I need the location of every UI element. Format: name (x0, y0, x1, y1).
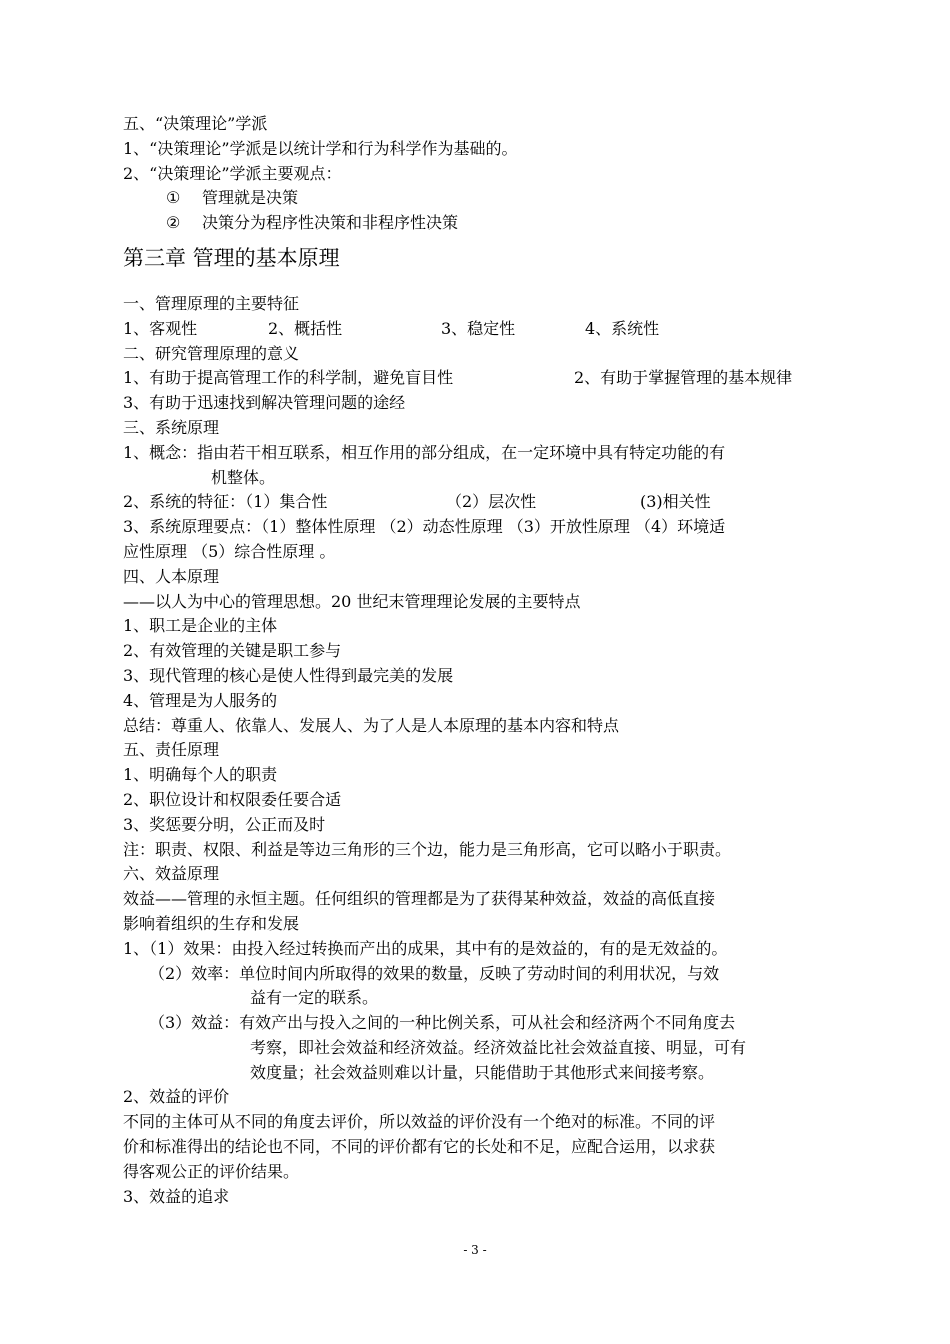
page-number: - 3 - (463, 1243, 487, 1257)
page-body (123, 112, 843, 1209)
text-line: 价和标准得出的结论也不同，不同的评价都有它的长处和不足，应配合运用，以求获 (123, 1137, 716, 1157)
text-line: 总结：尊重人、依靠人、发展人、为了人是人本原理的基本内容和特点 (123, 715, 620, 735)
text-line: 2、职位设计和权限委任要合适 (123, 789, 342, 809)
text-line: 3、有助于迅速找到解决管理问题的途经 (123, 393, 406, 413)
text-line: 1、概念：指由若干相互联系，相互作用的部分组成，在一定环境中具有特定功能的有 (123, 442, 726, 462)
text-item: 2、概括性 (268, 318, 343, 338)
section-heading: 二、研究管理原理的意义 (123, 343, 300, 363)
text-line: 1、“决策理论”学派是以统计学和行为科学作为基础的。 (123, 138, 518, 158)
text-line: 考察，即社会效益和经济效益。经济效益比社会效益直接、明显，可有 (250, 1037, 747, 1057)
text-item: (3)相关性 (640, 492, 711, 512)
text-line: 影响着组织的生存和发展 (123, 913, 300, 933)
section-heading: 一、管理原理的主要特征 (123, 293, 300, 313)
text-item: 3、稳定性 (441, 318, 516, 338)
text-line: 机整体。 (211, 467, 276, 487)
text-item: 2、有助于掌握管理的基本规律 (574, 368, 793, 388)
text-line (123, 490, 843, 515)
text-line: 1、明确每个人的职责 (123, 765, 278, 785)
text-item: 1、有助于提高管理工作的科学制，避免盲目性 (123, 368, 454, 388)
section-heading: 2、效益的评价 (123, 1087, 230, 1107)
text-line: 3、现代管理的核心是使人性得到最完美的发展 (123, 665, 454, 685)
text-line: 注：职责、权限、利益是等边三角形的三个边，能力是三角形高，它可以略小于职责。 (123, 839, 732, 859)
text-item: 1、客观性 (123, 318, 198, 338)
text-line (123, 366, 843, 391)
text-line: 效度量；社会效益则难以计量，只能借助于其他形式来间接考察。 (250, 1062, 715, 1082)
text-line: ——以人为中心的管理思想。20 世纪末管理理论发展的主要特点 (123, 591, 581, 611)
text-line: 不同的主体可从不同的角度去评价，所以效益的评价没有一个绝对的标准。不同的评 (123, 1112, 716, 1132)
text-line: 2、“决策理论”学派主要观点： (123, 163, 342, 183)
section-heading: 五、“决策理论”学派 (123, 114, 268, 133)
section-heading: 三、系统原理 (123, 417, 220, 437)
section-heading: 六、效益原理 (123, 864, 220, 884)
text-line: 3、奖惩要分明，公正而及时 (123, 814, 326, 834)
text-line: （3）效益：有效产出与投入之间的一种比例关系，可从社会和经济两个不同角度去 (149, 1013, 736, 1033)
text-line: 4、管理是为人服务的 (123, 690, 278, 710)
list-item (123, 211, 843, 236)
list-text: 管理就是决策 (202, 188, 299, 208)
section-heading: 五、责任原理 (123, 740, 220, 760)
text-line: 1、（1）效果：由投入经过转换而产出的成果，其中有的是效益的，有的是无效益的。 (123, 938, 728, 958)
text-line: 2、有效管理的关键是职工参与 (123, 641, 342, 661)
section-heading: 3、效益的追求 (123, 1186, 230, 1206)
text-line: （2）效率：单位时间内所取得的效果的数量，反映了劳动时间的利用状况，与效 (149, 963, 720, 983)
text-line: 得客观公正的评价结果。 (123, 1161, 300, 1181)
text-item: 2、系统的特征：（1）集合性 (123, 492, 328, 512)
text-line (123, 317, 843, 342)
text-line: 益有一定的联系。 (250, 988, 379, 1008)
text-line: 1、职工是企业的主体 (123, 616, 278, 636)
text-item: 4、系统性 (585, 318, 660, 338)
chapter-title: 第三章 管理的基本原理 (123, 245, 340, 270)
text-line: 应性原理 （5）综合性原理 。 (123, 541, 336, 561)
text-item: （2）层次性 (446, 492, 537, 512)
list-item (123, 186, 843, 211)
list-number: ① (166, 188, 181, 208)
section-heading: 四、人本原理 (123, 566, 220, 586)
text-line: 效益——管理的永恒主题。任何组织的管理都是为了获得某种效益，效益的高低直接 (123, 889, 716, 909)
list-number: ② (166, 213, 181, 233)
list-text: 决策分为程序性决策和非程序性决策 (202, 213, 459, 233)
text-line: 3、系统原理要点：（1）整体性原理 （2）动态性原理 （3）开放性原理 （4）环境适 (123, 517, 726, 537)
